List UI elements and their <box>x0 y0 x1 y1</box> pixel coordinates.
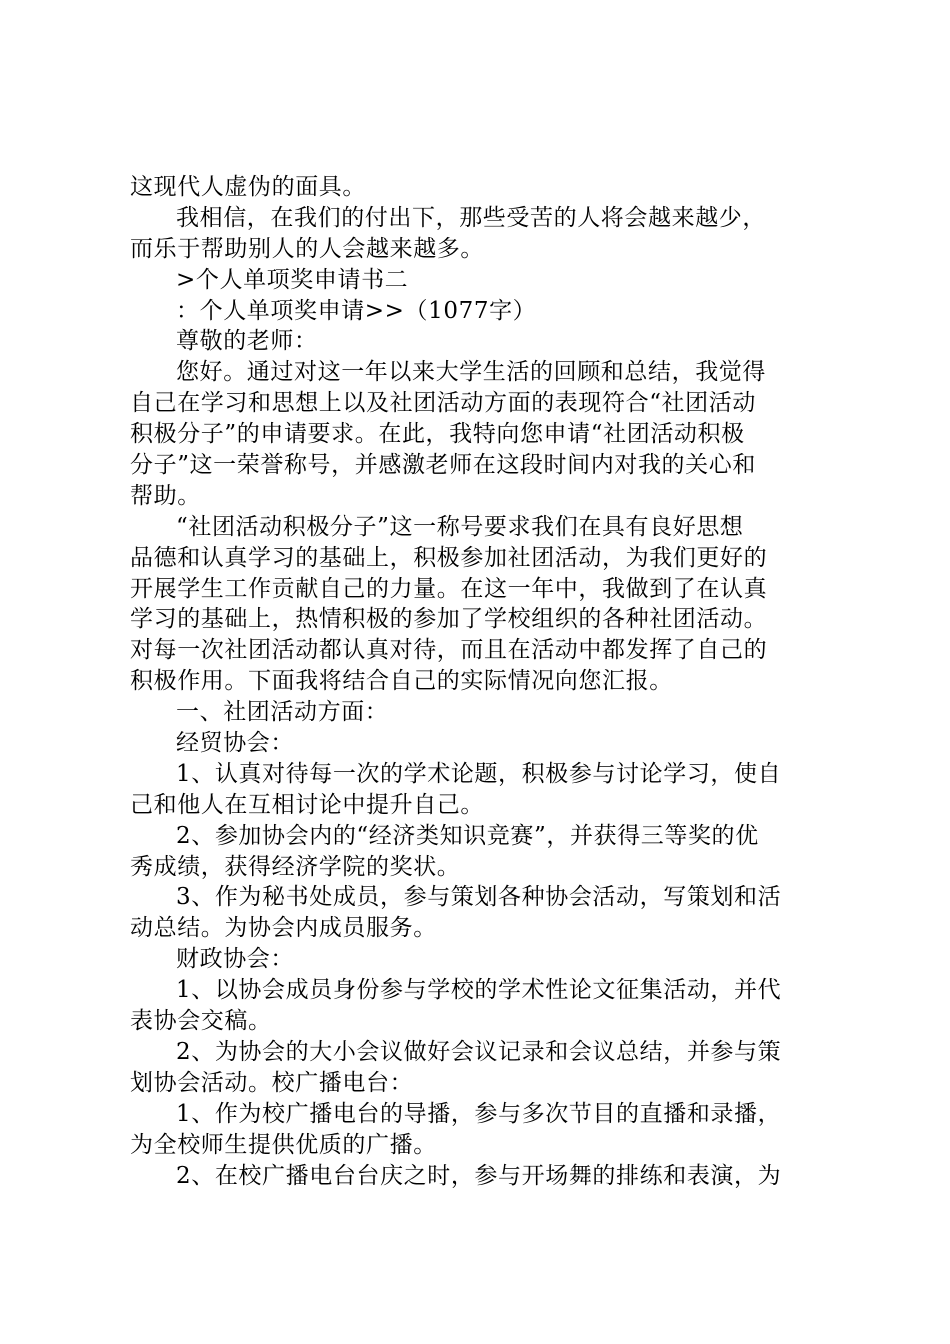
text-line: 动总结。为协会内成员服务。 <box>130 915 437 942</box>
text-line: 表协会交稿。 <box>130 1008 272 1035</box>
text-line: 我相信，在我们的付出下，那些受苦的人将会越来越少， <box>176 204 766 231</box>
text-line: 自己在学习和思想上以及社团活动方面的表现符合“社团活动 <box>130 390 756 417</box>
text-line: 开展学生工作贡献自己的力量。在这一年中，我做到了在认真 <box>130 575 768 602</box>
text-line: 己和他人在互相讨论中提升自己。 <box>130 791 484 818</box>
text-line: 而乐于帮助别人的人会越来越多。 <box>130 235 484 262</box>
text-line: 积极作用。下面我将结合自己的实际情况向您汇报。 <box>130 668 673 695</box>
text-line: 积极分子”的申请要求。在此，我特向您申请“社团活动积极 <box>130 421 745 448</box>
text-line: 对每一次社团活动都认真对待，而且在活动中都发挥了自己的 <box>130 637 768 664</box>
list-item: 2、为协会的大小会议做好会议记录和会议总结，并参与策 <box>176 1038 782 1065</box>
text-line: “社团活动积极分子”这一称号要求我们在具有良好思想 <box>176 513 744 540</box>
salutation: 尊敬的老师： <box>176 328 318 355</box>
list-item: 1、作为校广播电台的导播，参与多次节目的直播和录播， <box>176 1100 782 1127</box>
list-item: 1、以协会成员身份参与学校的学术性论文征集活动，并代 <box>176 977 782 1004</box>
text-line: 这现代人虚伪的面具。 <box>130 174 366 200</box>
section-heading: 一、社团活动方面： <box>176 699 389 726</box>
text-line: 帮助。 <box>130 482 201 509</box>
text-line: ：个人单项奖申请>>（1077字） <box>176 297 537 324</box>
list-item: 1、认真对待每一次的学术论题，积极参与讨论学习，使自 <box>176 760 782 787</box>
text-line: 品德和认真学习的基础上，积极参加社团活动，为我们更好的 <box>130 544 768 571</box>
subsection-heading: 财政协会： <box>176 946 294 973</box>
text-line: 学习的基础上，热情积极的参加了学校组织的各种社团活动。 <box>130 606 768 633</box>
text-line: 秀成绩，获得经济学院的奖状。 <box>130 853 461 880</box>
list-item: 2、参加协会内的“经济类知识竞赛”，并获得三等奖的优 <box>176 822 759 849</box>
section-heading: >个人单项奖申请书二 <box>176 266 409 293</box>
document-page <box>130 172 830 1191</box>
text-line: 您好。通过对这一年以来大学生活的回顾和总结，我觉得 <box>176 359 766 386</box>
subsection-heading: 经贸协会： <box>176 730 294 757</box>
text-line: 为全校师生提供优质的广播。 <box>130 1131 437 1158</box>
text-line: 分子”这一荣誉称号，并感激老师在这段时间内对我的关心和 <box>130 452 756 479</box>
list-item: 3、作为秘书处成员，参与策划各种协会活动，写策划和活 <box>176 884 782 911</box>
list-item: 2、在校广播电台台庆之时，参与开场舞的排练和表演，为 <box>176 1162 782 1189</box>
text-line: 划协会活动。校广播电台： <box>130 1069 414 1096</box>
